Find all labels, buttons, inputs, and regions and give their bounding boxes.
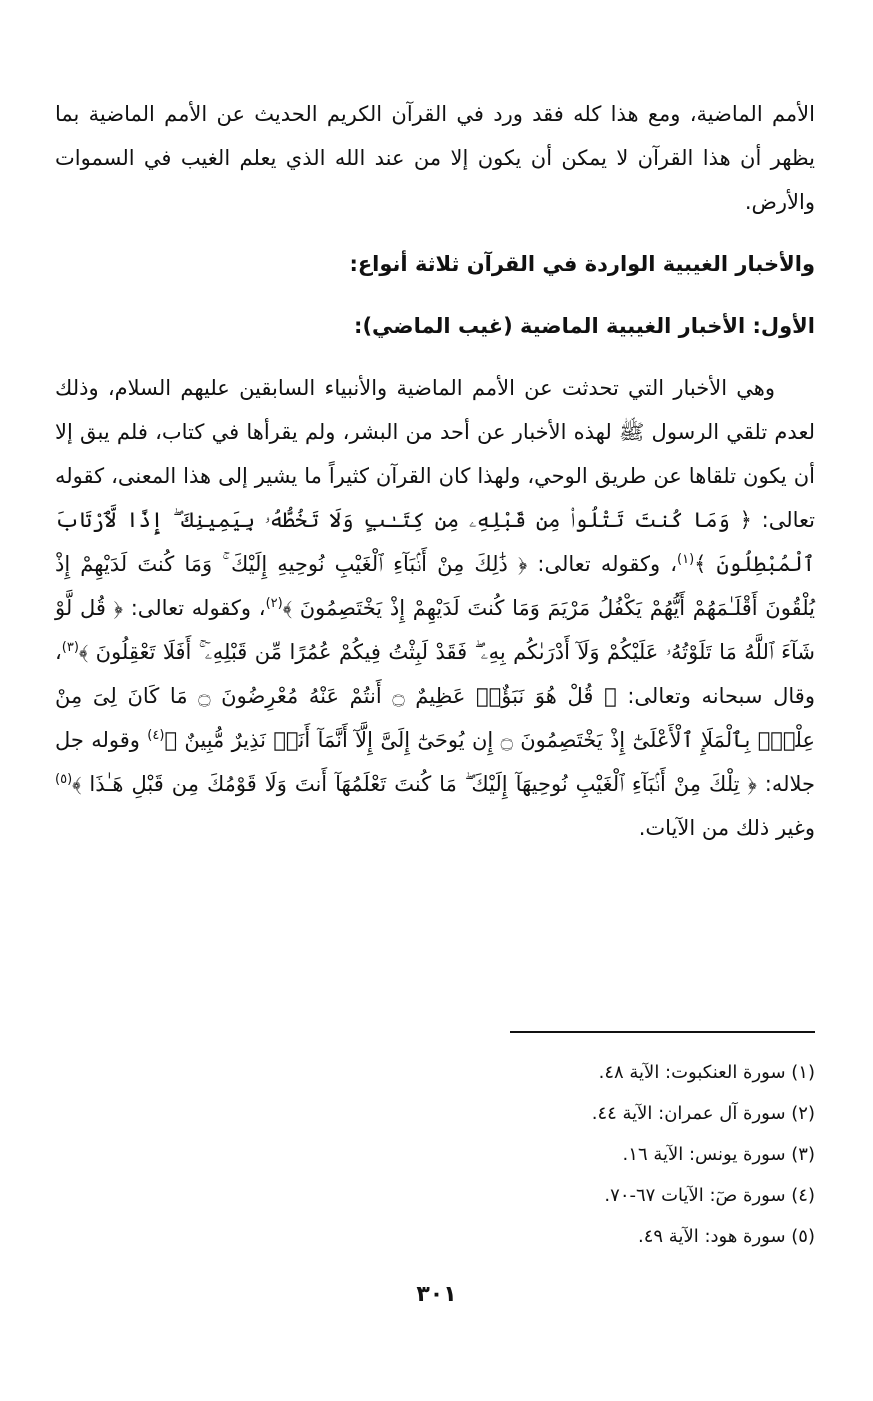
footnote-item: (١) سورة العنكبوت: الآية ٤٨. bbox=[598, 1062, 815, 1083]
footnote-item: (٣) سورة يونس: الآية ١٦. bbox=[622, 1144, 815, 1165]
footnote-ref: (٥) bbox=[55, 772, 73, 787]
footnotes-list bbox=[315, 1052, 815, 1257]
quran-verse: ﴿ تِلْكَ مِنْ أَنۢبَآءِ ٱلْغَيْبِ نُوحِيهَآ إِلَيْكَ ۖ مَا كُنتَ تَعْلَمُهَآ أَنتَ وَلَا قَوْمُكَ مِن قَبْلِ هَـٰذَا ﴾ bbox=[72, 772, 757, 796]
paragraph-text: وهي الأخبار التي تحدثت عن الأمم الماضية والأنبياء السابقين عليهم السلام، وذلك لعدم تلقي الرسول ﷺ لهذه الأخبار عن أحد من البشر، ولم يقرأها في كتاب، فلم يبق إلا أن يكون تلقاها عن طريق الوحي، ولهذا كان القرآن كثيراً ما يشير إلى هذا المعنى، كقوله تعالى: bbox=[55, 376, 815, 532]
quran-verse: ﴿ قُلْ هُوَ نَبَؤٌا۟ عَظِيمٌ ۝ أَنتُمْ عَنْهُ مُعْرِضُونَ ۝ مَا كَانَ لِىَ مِنْ عِلْمٍۭ بِٱلْمَلَإِ ٱلْأَعْلَىٰٓ إِذْ يَخْتَصِمُونَ ۝ إِن يُوحَىٰٓ إِلَىَّ إِلَّآ أَنَّمَآ أَنَا۠ نَذِيرٌ مُّبِينٌ ﴾ bbox=[55, 684, 815, 752]
quran-verse: ﴿ قُل لَّوْ شَآءَ ٱللَّهُ مَا تَلَوْتُهُۥ عَلَيْكُمْ وَلَآ أَدْرَىٰكُم بِهِۦ ۖ فَقَدْ لَبِثْتُ فِيكُمْ عُمُرًا مِّن قَبْلِهِۦٓ ۚ أَفَلَا تَعْقِلُونَ ﴾ bbox=[55, 596, 815, 664]
subsection-heading: الأول: الأخبار الغيبية الماضية (غيب الماضي): bbox=[354, 314, 815, 338]
footnote-item: (٢) سورة آل عمران: الآية ٤٤. bbox=[591, 1103, 815, 1124]
paragraph-text: ، وكقوله تعالى: bbox=[527, 552, 677, 576]
quran-verse: ﴿ وَمَا كُنتَ تَتْلُوا۟ مِن قَبْلِهِۦ مِن كِتَـٰبٍ وَلَا تَخُطُّهُۥ بِيَمِينِكَ ۖ إِذًا لَّٱرْتَابَ ٱلْمُبْطِلُونَ ﴾ bbox=[55, 508, 815, 576]
footnote-ref: (٣) bbox=[61, 640, 79, 655]
main-paragraph bbox=[55, 366, 815, 850]
paragraph-text: وغير ذلك من الآيات. bbox=[638, 816, 815, 840]
paragraph-text: ، وقال سبحانه وتعالى: bbox=[55, 640, 815, 708]
section-heading: والأخبار الغيبية الواردة في القرآن ثلاثة أنواع: bbox=[349, 252, 815, 276]
paragraph-text: وقوله جل جلاله: bbox=[55, 728, 816, 796]
intro-paragraph: الأمم الماضية، ومع هذا كله فقد ورد في القرآن الكريم الحديث عن الأمم الماضية بما يظهر أن هذا القرآن لا يمكن أن يكون إلا من عند الله الذي يعلم الغيب في السموات والأرض. bbox=[55, 102, 815, 214]
paragraph-text: ، وكقوله تعالى: bbox=[122, 596, 266, 620]
page-number: ٣٠١ bbox=[416, 1282, 457, 1307]
footnote-item: (٤) سورة صٓ: الآيات ٦٧-٧٠. bbox=[604, 1185, 815, 1206]
footnote-item: (٥) سورة هود: الآية ٤٩. bbox=[638, 1226, 815, 1247]
page-body bbox=[55, 92, 815, 850]
footnote-ref: (١) bbox=[677, 552, 695, 567]
footnote-ref: (٢) bbox=[265, 596, 283, 611]
footnote-divider bbox=[510, 1031, 815, 1033]
quran-verse: ﴿ ذَٰلِكَ مِنْ أَنۢبَآءِ ٱلْغَيْبِ نُوحِيهِ إِلَيْكَ ۚ وَمَا كُنتَ لَدَيْهِمْ إِذْ يُلْقُونَ أَقْلَـٰمَهُمْ أَيُّهُمْ يَكْفُلُ مَرْيَمَ وَمَا كُنتَ لَدَيْهِمْ إِذْ يَخْتَصِمُونَ ﴾ bbox=[55, 552, 815, 620]
footnote-ref: (٤) bbox=[147, 728, 165, 743]
